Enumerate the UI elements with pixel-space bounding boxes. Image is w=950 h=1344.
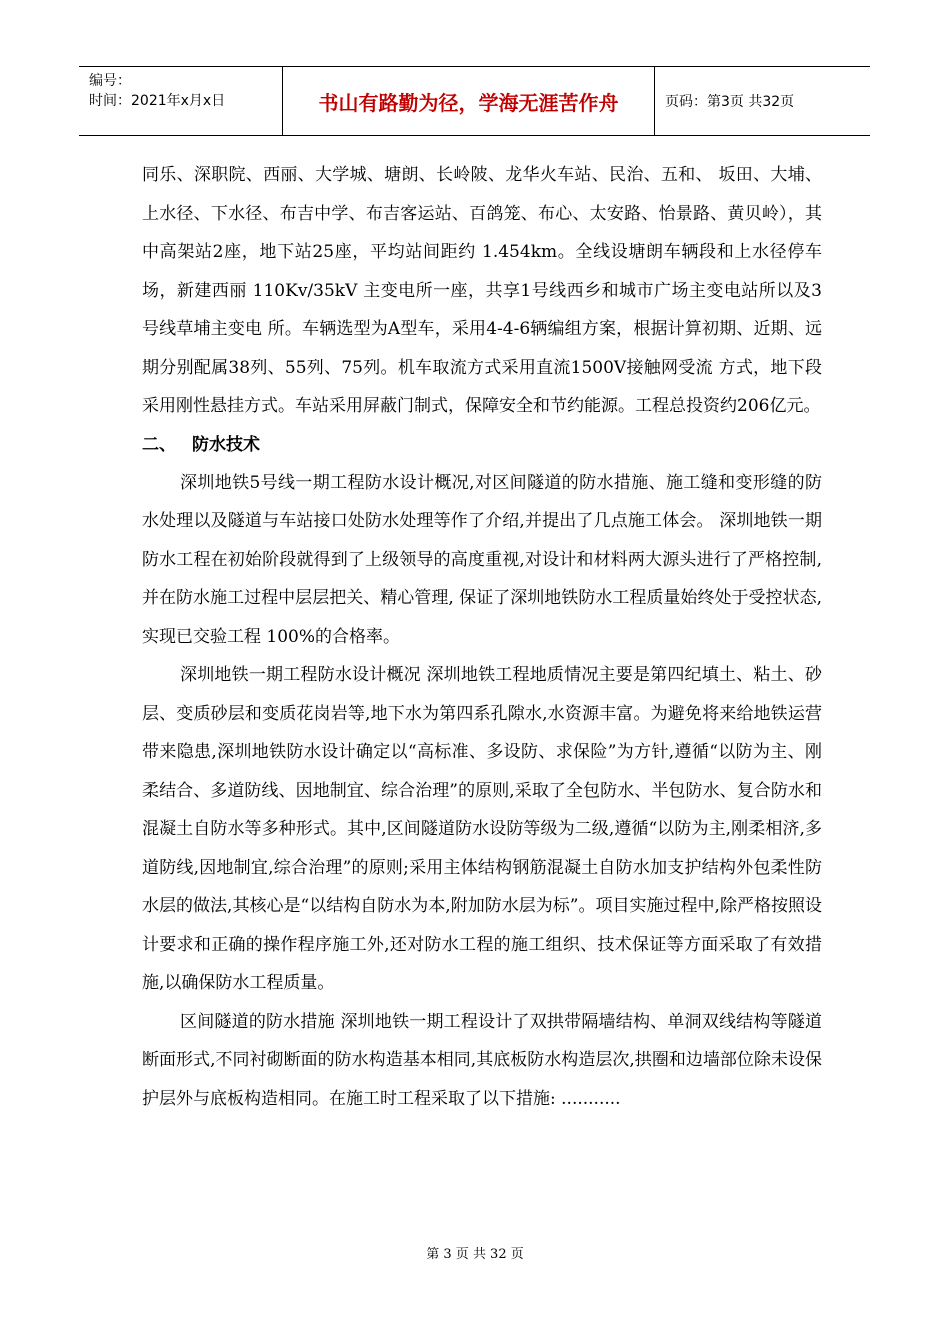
- paragraph-tunnel-measures: 区间隧道的防水措施 深圳地铁一期工程设计了双拱带隔墙结构、单洞双线结构等隧道断面形式,不同衬砌断面的防水构造基本相同,其底板防水构造层次,拱圈和边墙部位除未设保护层外与底板构造相同。在施工时工程采取了以下措施: ...........: [142, 1011, 822, 1109]
- date-label: 时间：2021年x月x日: [89, 93, 226, 109]
- paragraph-route: 同乐、深职院、西丽、大学城、塘朗、长岭陂、龙华火车站、民治、五和、 坂田、大埔、上水径、下水径、布吉中学、布吉客运站、百鸽笼、布心、太安路、怡景路、黄贝岭），其中高架站2座，地下站25座，平均站间距约 1.454km。全线设塘朗车辆段和上水径停车场，新建西丽 110Kv/35kV 主变电所一座，共享1号线西乡和城市广场主变电站所以及3号线草埔主变电 所。车辆选型为A型车，采用4-4-6辆编组方案，根据计算初期、近期、远期分别配属38列、55列、75列。机车取流方式采用直流1500V接触网受流 方式，地下段采用刚性悬挂方式。车站采用屏蔽门制式，保障安全和节约能源。工程总投资约206亿元。: [142, 165, 822, 416]
- number-label: 编号：: [89, 73, 131, 89]
- document-body: [142, 156, 822, 1118]
- header-meta: [79, 67, 283, 135]
- header-motto: 书山有路勤为径，学海无涯苦作舟: [283, 67, 655, 135]
- page-footer: 第 3 页 共 32 页: [426, 1247, 524, 1262]
- header-page-label: 页码：第3页 共32页: [665, 94, 795, 110]
- section-number: 二、: [142, 434, 176, 455]
- page-header: [79, 66, 870, 136]
- section-heading: [142, 426, 822, 464]
- section-title: 防水技术: [192, 434, 260, 455]
- paragraph-design-overview: 深圳地铁一期工程防水设计概况 深圳地铁工程地质情况主要是第四纪填土、粘土、砂层、变质砂层和变质花岗岩等,地下水为第四系孔隙水,水资源丰富。为避免将来给地铁运营带来隐患,深圳地铁防水设计确定以“高标准、多设防、求保险”为方针,遵循“以防为主、刚柔结合、多道防线、因地制宜、综合治理”的原则,采取了全包防水、半包防水、复合防水和混凝土自防水等多种形式。其中,区间隧道防水设防等级为二级,遵循“以防为主,刚柔相济,多道防线,因地制宜,综合治理”的原则;采用主体结构钢筋混凝土自防水加支护结构外包柔性防水层的做法,其核心是“以结构自防水为本,附加防水层为标”。项目实施过程中,除严格按照设计要求和正确的操作程序施工外,还对防水工程的施工组织、技术保证等方面采取了有效措施,以确保防水工程质量。: [142, 665, 822, 993]
- paragraph-waterproof-overview: 深圳地铁5号线一期工程防水设计概况,对区间隧道的防水措施、施工缝和变形缝的防水处理以及隧道与车站接口处防水处理等作了介绍,并提出了几点施工体会。 深圳地铁一期防水工程在初始阶段就得到了上级领导的高度重视,对设计和材料两大源头进行了严格控制,并在防水施工过程中层层把关、精心管理, 保证了深圳地铁防水工程质量始终处于受控状态,实现已交验工程 100%的合格率。: [142, 472, 822, 647]
